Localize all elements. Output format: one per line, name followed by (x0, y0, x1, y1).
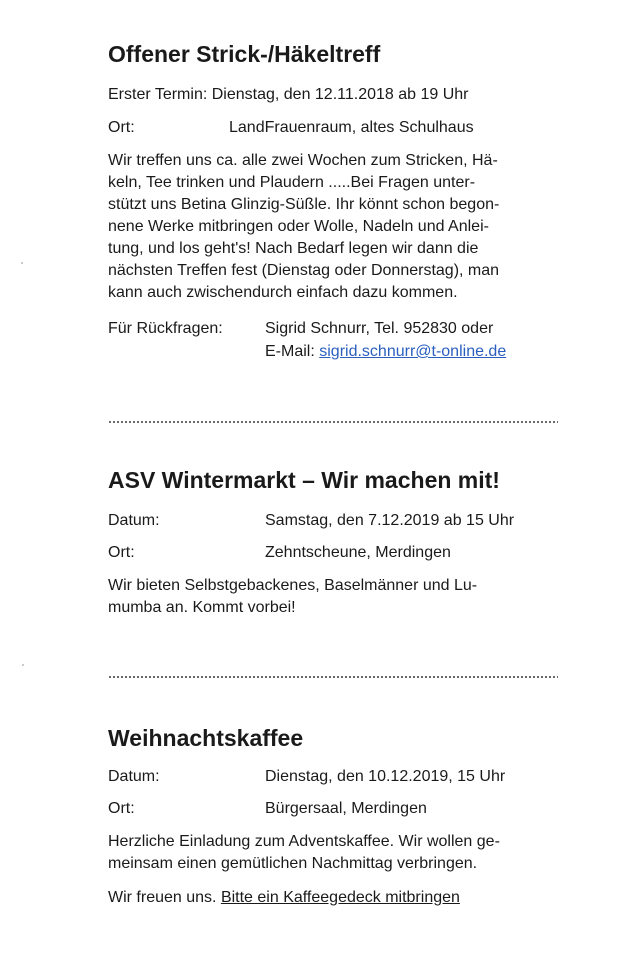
date-value: Samstag, den 7.12.2019 ab 15 Uhr (265, 512, 515, 529)
date-value: Dienstag, den 10.12.2019, 15 Uhr (265, 768, 506, 785)
paragraph-line: kann auch zwischendurch einfach dazu kommen. (108, 284, 458, 301)
scan-speck (21, 262, 23, 264)
dotted-separator (108, 421, 558, 423)
paragraph-line: meinsam einen gemütlichen Nachmittag verbringen. (108, 855, 478, 872)
section-strick-haekeltreff (108, 40, 568, 68)
description-paragraph (108, 575, 568, 619)
description-paragraph (108, 150, 568, 304)
closing-text (108, 888, 460, 908)
section-title: Offener Strick-/Häkeltreff (108, 41, 381, 67)
contact-label: Für Rückfragen: (108, 320, 223, 337)
section-asv-wintermarkt (108, 466, 568, 494)
location-label: Ort: (108, 119, 135, 136)
section-title: Weihnachtskaffee (108, 725, 304, 751)
paragraph-line: Wir bieten Selbstgebackenes, Baselmänner und Lu- (108, 577, 478, 594)
paragraph-line: nene Werke mitbringen oder Wolle, Nadeln und Anlei- (108, 218, 489, 235)
location-value: LandFrauenraum, altes Schulhaus (229, 119, 474, 136)
paragraph-line: keln, Tee trinken und Plaudern .....Bei Fragen unter- (108, 174, 476, 191)
location-label: Ort: (108, 544, 135, 561)
email-link[interactable]: sigrid.schnurr@t-online.de (319, 343, 507, 360)
paragraph-line: nächsten Treffen fest (Dienstag oder Donnerstag), man (108, 262, 500, 279)
closing-prefix: Wir freuen uns. (108, 889, 221, 906)
paragraph-line: Wir treffen uns ca. alle zwei Wochen zum Stricken, Hä- (108, 152, 498, 169)
paragraph-line: Herzliche Einladung zum Adventskaffee. Wir wollen ge- (108, 833, 500, 850)
dotted-separator (108, 676, 558, 678)
closing-underlined: Bitte ein Kaffeegedeck mitbringen (220, 889, 460, 906)
scan-speck (22, 664, 24, 666)
email-prefix: E-Mail: (265, 343, 320, 360)
first-date-text: Erster Termin: Dienstag, den 12.11.2018 ab 19 Uhr (108, 86, 469, 103)
description-paragraph (108, 831, 568, 875)
paragraph-line: mumba an. Kommt vorbei! (108, 599, 296, 616)
section-weihnachtskaffee (108, 724, 568, 752)
location-value: Bürgersaal, Merdingen (265, 800, 427, 817)
contact-name-phone: Sigrid Schnurr, Tel. 952830 oder (265, 320, 494, 337)
paragraph-line: tung, und los geht's! Nach Bedarf legen wir dann die (108, 240, 479, 257)
paragraph-line: stützt uns Betina Glinzig-Süßle. Ihr könnt schon begon- (108, 196, 500, 213)
location-label: Ort: (108, 800, 135, 817)
date-label: Datum: (108, 768, 160, 785)
location-value: Zehntscheune, Merdingen (265, 544, 451, 561)
section-title: ASV Wintermarkt – Wir machen mit! (108, 467, 500, 493)
date-label: Datum: (108, 512, 160, 529)
contact-email-line (265, 342, 506, 362)
